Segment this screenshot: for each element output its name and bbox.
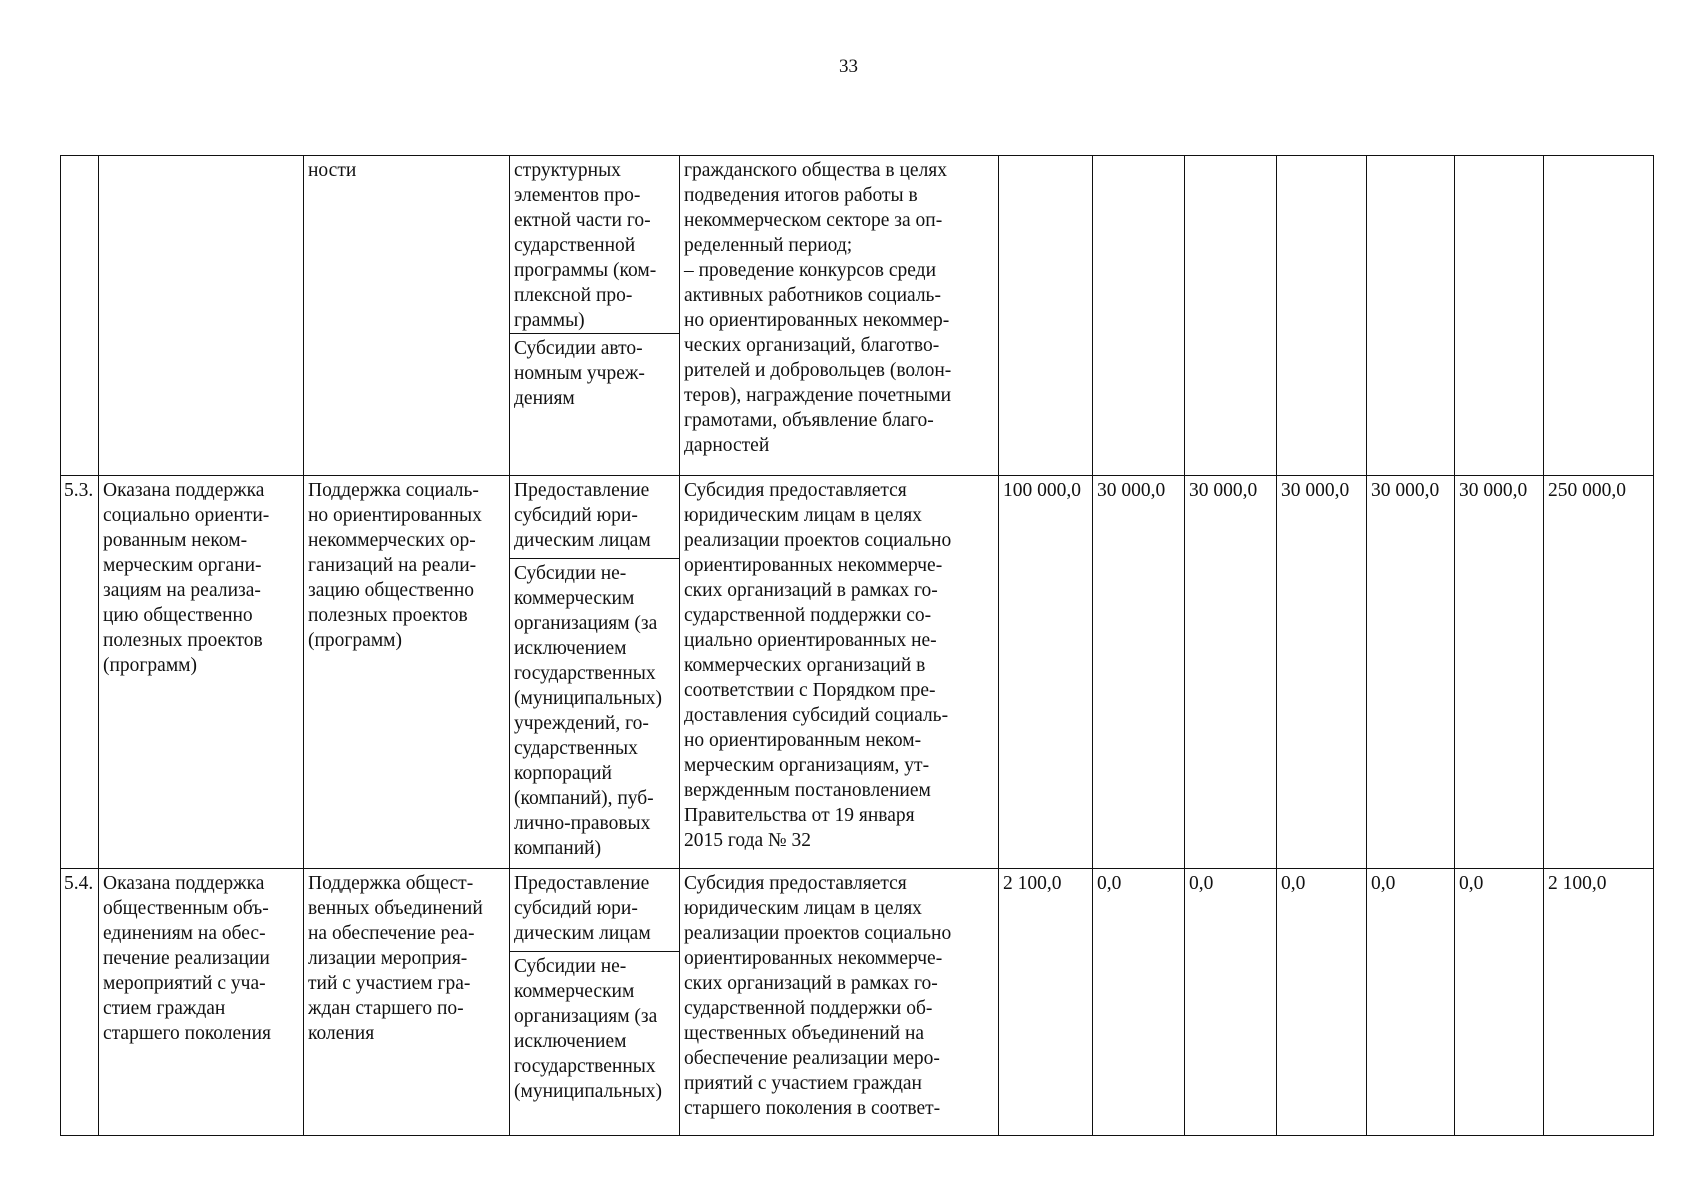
value-cell xyxy=(1367,156,1455,476)
value-cell: 30 000,0 xyxy=(1455,476,1544,869)
value-cell: 30 000,0 xyxy=(1093,476,1185,869)
type-cell xyxy=(510,476,680,869)
value-cell xyxy=(1455,156,1544,476)
measure-cell: ности xyxy=(304,156,510,476)
total-cell xyxy=(1544,156,1654,476)
value-cell: 0,0 xyxy=(1367,869,1455,1136)
description-cell: гражданского общества в целях подведения итогов работы в некоммерческом секторе за оп- ределенный период; – проведение конкурсов среди активных работников социаль- но ориентированных некоммер- ческих организаций, благотво- рителей и добровольцев (волон- теров), награждение почетными грамотами, объявление благо- дарностей xyxy=(680,156,999,476)
type-cell xyxy=(510,156,680,476)
value-cell xyxy=(999,156,1093,476)
value-cell: 30 000,0 xyxy=(1367,476,1455,869)
value-cell xyxy=(1185,156,1277,476)
budget-table xyxy=(60,155,1654,1136)
description-cell: Субсидия предоставляется юридическим лицам в целях реализации проектов социально ориентированных некоммерче- ских организаций в рамках го- сударственной поддержки об- щественных объединений на обеспечение реализации меро- приятий с участием граждан старшего поколения в соответ- xyxy=(680,869,999,1136)
type-top: структурных элементов про- ектной части го- сударственной программы (ком- плексной про- граммы) xyxy=(510,156,679,334)
value-cell: 100 000,0 xyxy=(999,476,1093,869)
value-cell: 30 000,0 xyxy=(1277,476,1367,869)
page-number: 33 xyxy=(839,56,858,77)
result-cell: Оказана поддержка общественным объ- единениям на обес- печение реализации мероприятий с уча- стием граждан старшего поколения xyxy=(99,869,304,1136)
value-cell: 0,0 xyxy=(1185,869,1277,1136)
value-cell: 0,0 xyxy=(1277,869,1367,1136)
value-cell xyxy=(1093,156,1185,476)
result-cell: Оказана поддержка социально ориенти- рованным неком- мерческим органи- зациям на реализа- цию общественно полезных проектов (программ) xyxy=(99,476,304,869)
value-cell xyxy=(1277,156,1367,476)
value-cell: 2 100,0 xyxy=(999,869,1093,1136)
measure-cell: Поддержка общест- венных объединений на обеспечение реа- лизации мероприя- тий с участием гра- ждан старшего по- коления xyxy=(304,869,510,1136)
total-cell: 250 000,0 xyxy=(1544,476,1654,869)
row-number: 5.4. xyxy=(61,869,99,1136)
result-cell xyxy=(99,156,304,476)
value-cell: 0,0 xyxy=(1455,869,1544,1136)
type-bottom: Субсидии не- коммерческим организациям (за исключением государственных (муниципальных) учреждений, го- сударственных корпораций (компаний), пуб- лично-правовых компаний) xyxy=(514,563,662,859)
type-top: Предоставление субсидий юри- дическим лицам xyxy=(510,476,679,559)
type-cell xyxy=(510,869,680,1136)
value-cell: 30 000,0 xyxy=(1185,476,1277,869)
total-cell: 2 100,0 xyxy=(1544,869,1654,1136)
value-cell: 0,0 xyxy=(1093,869,1185,1136)
type-top: Предоставление субсидий юри- дическим лицам xyxy=(510,869,679,952)
description-cell: Субсидия предоставляется юридическим лицам в целях реализации проектов социально ориентированных некоммерче- ских организаций в рамках го- сударственной поддержки со- циально ориентированных не- коммерческих организаций в соответствии с Порядком пре- доставления субсидий социаль- но ориентированным неком- мерческим организациям, ут- вержденным постановлением Правительства от 19 января 2015 года № 32 xyxy=(680,476,999,869)
type-bottom: Субсидии авто- номным учреж- дениям xyxy=(514,338,645,409)
measure-cell: Поддержка социаль- но ориентированных некоммерческих ор- ганизаций на реали- зацию общественно полезных проектов (программ) xyxy=(304,476,510,869)
row-number: 5.3. xyxy=(61,476,99,869)
type-bottom: Субсидии не- коммерческим организациям (за исключением государственных (муниципальных) xyxy=(514,956,662,1102)
row-number xyxy=(61,156,99,476)
